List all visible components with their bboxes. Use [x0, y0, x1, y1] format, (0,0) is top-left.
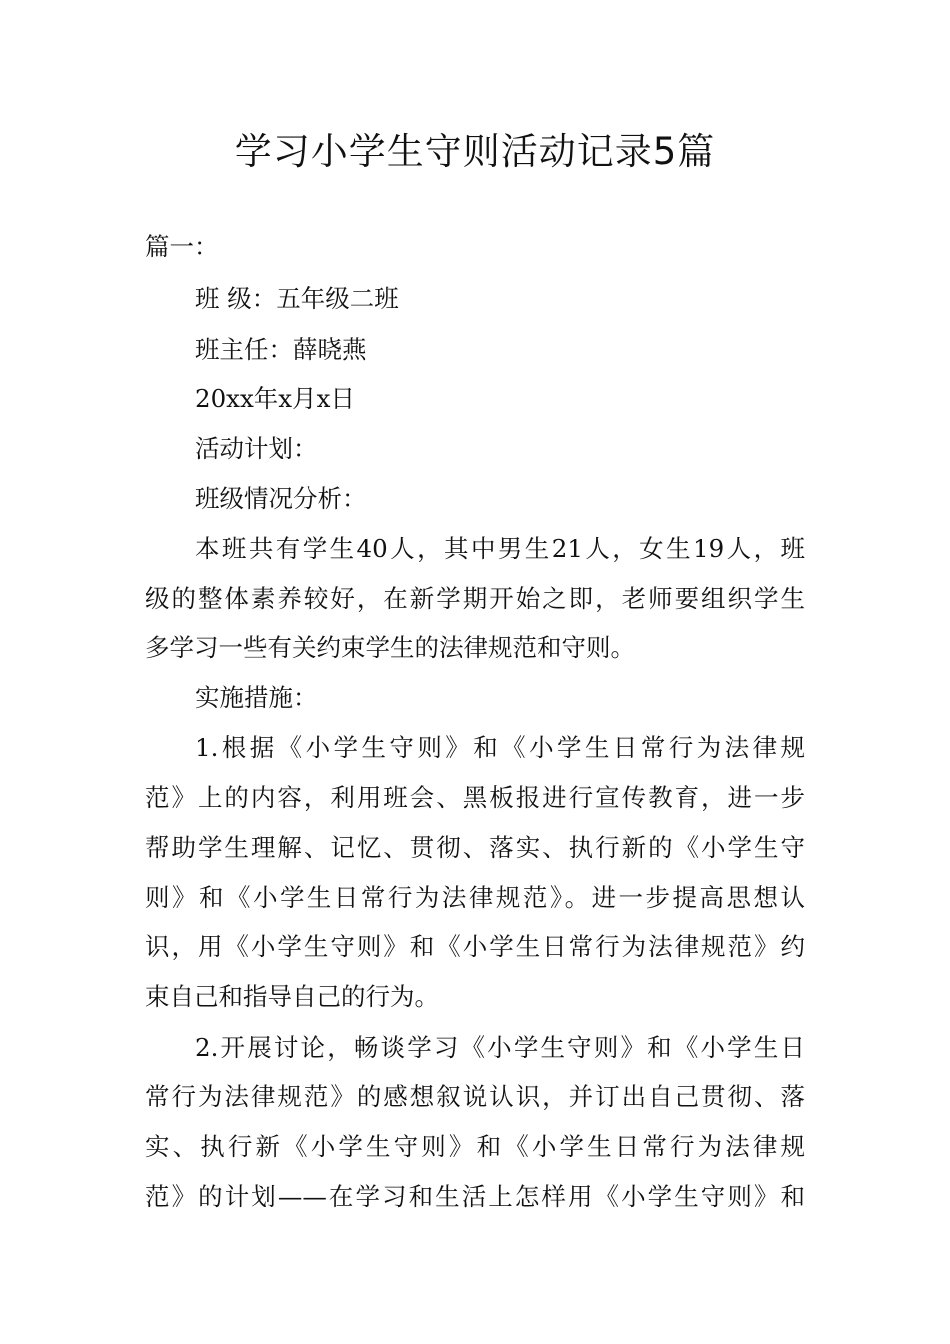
paragraph-line: 1.根据《小学生守则》和《小学生日常行为法律规 — [195, 733, 805, 762]
paragraph-line: 级的整体素养较好，在新学期开始之即，老师要组织学生 — [145, 584, 805, 613]
paragraph-line: 多学习一些有关约束学生的法律规范和守则。 — [145, 633, 635, 662]
paragraph-line: 范》上的内容，利用班会、黑板报进行宣传教育，进一步 — [145, 783, 805, 812]
paragraph-line: 实、执行新《小学生守则》和《小学生日常行为法律规 — [145, 1132, 805, 1161]
paragraph-line: 常行为法律规范》的感想叙说认识，并订出自己贯彻、落 — [145, 1082, 805, 1111]
measures-heading: 实施措施： — [195, 683, 318, 712]
paragraph-line: 束自己和指导自己的行为。 — [145, 982, 439, 1011]
class-line: 班 级：五年级二班 — [195, 284, 399, 313]
analysis-heading: 班级情况分析： — [195, 484, 367, 513]
document-title: 学习小学生守则活动记录5篇 — [234, 130, 716, 173]
paragraph-line: 本班共有学生40人，其中男生21人，女生19人，班 — [195, 534, 805, 563]
section-heading: 篇一： — [145, 232, 219, 261]
paragraph-line: 范》的计划——在学习和生活上怎样用《小学生守则》和 — [145, 1182, 805, 1211]
paragraph-line: 帮助学生理解、记忆、贯彻、落实、执行新的《小学生守 — [145, 833, 805, 862]
paragraph-line: 则》和《小学生日常行为法律规范》。进一步提高思想认 — [145, 883, 805, 912]
paragraph-line: 2.开展讨论，畅谈学习《小学生守则》和《小学生日 — [195, 1033, 805, 1062]
plan-heading: 活动计划： — [195, 434, 318, 463]
teacher-line: 班主任：薛晓燕 — [195, 335, 367, 364]
paragraph-line: 识，用《小学生守则》和《小学生日常行为法律规范》约 — [145, 932, 805, 961]
date-line: 20xx年x月x日 — [195, 384, 355, 413]
